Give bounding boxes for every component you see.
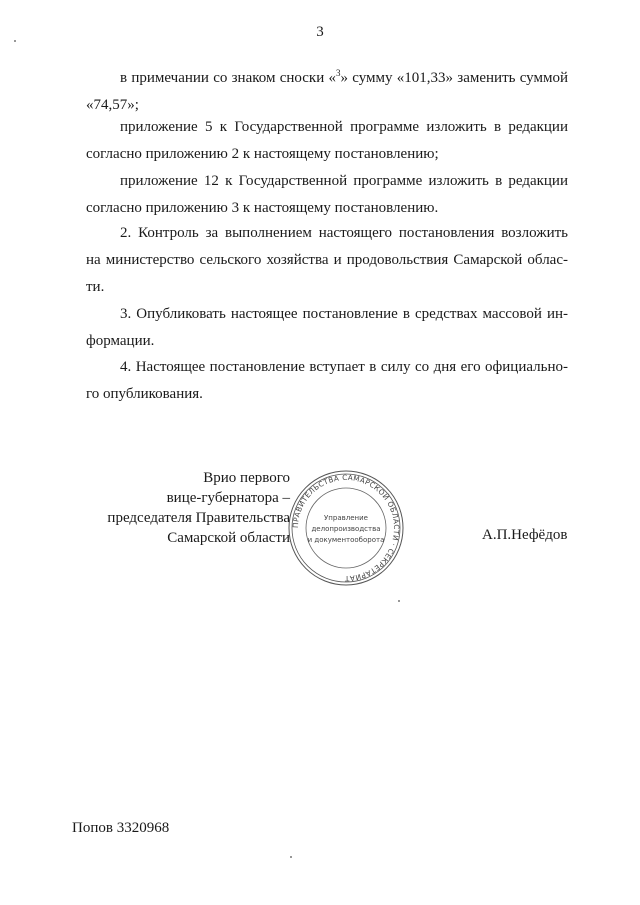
scan-speck: [398, 600, 400, 602]
position-line: председателя Правительства: [107, 510, 290, 526]
text-line: согласно приложению 3 к настоящему постановлению.: [86, 200, 439, 216]
position-line: вице-губернатора –: [166, 490, 290, 506]
svg-text:делопроизводства: делопроизводства: [311, 525, 381, 533]
text-line: согласно приложению 2 к настоящему постановлению;: [86, 146, 439, 162]
text-line: 2. Контроль за выполнением настоящего постановления возложить: [120, 225, 568, 241]
svg-text:и документооборота: и документооборота: [307, 536, 385, 544]
text-line: го опубликования.: [86, 386, 203, 402]
text-line: приложение 5 к Государственной программе изложить в редакции: [120, 119, 568, 135]
svg-text:ПРАВИТЕЛЬСТВА САМАРСКОЙ ОБЛАСТ: ПРАВИТЕЛЬСТВА САМАРСКОЙ ОБЛАСТИ · СЕКРЕТАРИАТ: [290, 472, 402, 584]
text-line: на министерство сельского хозяйства и продовольствия Самарской облас-: [86, 252, 568, 268]
text-line: формации.: [86, 333, 155, 349]
scan-speck: [14, 40, 16, 42]
text-line: приложение 12 к Государственной программе изложить в редакции: [120, 173, 568, 189]
text-line: «74,57»;: [86, 97, 139, 113]
paragraph-control: [86, 220, 568, 301]
signer-name: А.П.Нефёдов: [482, 527, 568, 543]
page-number: 3: [316, 24, 324, 40]
executor-note: Попов 3320968: [72, 820, 170, 836]
position-line: Врио первого: [203, 470, 290, 486]
signatory-position: [100, 468, 290, 548]
scan-speck: [290, 856, 292, 858]
text-line: 3. Опубликовать настоящее постановление в средствах массовой ин-: [120, 306, 568, 322]
position-line: Самарской области: [167, 530, 290, 546]
official-stamp: [286, 468, 406, 588]
paragraph-footnote-replacement: [86, 60, 568, 119]
paragraph-effective-date: [86, 354, 568, 408]
text-line: ти.: [86, 279, 105, 295]
paragraph-appendix-5: [86, 114, 568, 168]
paragraph-appendix-12: [86, 168, 568, 222]
text-line: 4. Настоящее постановление вступает в силу со дня его официально-: [120, 359, 568, 375]
svg-text:Управление: Управление: [324, 514, 368, 522]
paragraph-publish: [86, 301, 568, 355]
text-line: в примечании со знаком сноски «$^3$» сумму «101,33» заменить суммой: [120, 68, 568, 86]
